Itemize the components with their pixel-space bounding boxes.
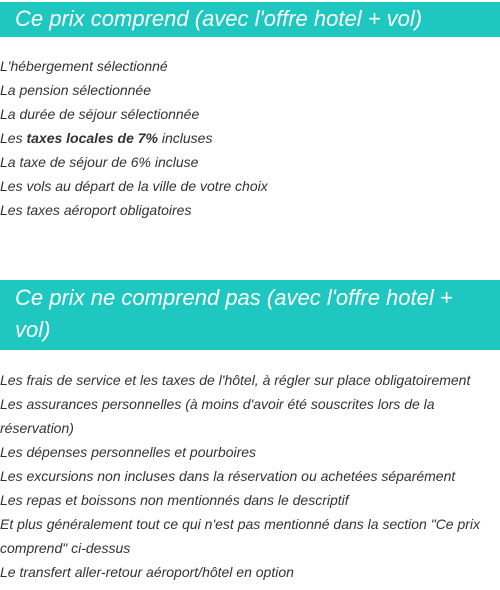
list-item: Les assurances personnelles (à moins d'avoir été souscrites lors de la réservation) (0, 396, 435, 436)
list-item: La taxe de séjour de 6% incluse (0, 154, 199, 170)
local-taxes-bold: taxes locales de 7% (26, 130, 158, 146)
list-item: Les vols au départ de la ville de votre choix (0, 178, 268, 194)
list-item: Le transfert aller-retour aéroport/hôtel en option (0, 564, 294, 580)
list-item: Les frais de service et les taxes de l'hôtel, à régler sur place obligatoirement (0, 372, 471, 388)
excludes-heading-banner (0, 280, 500, 350)
excludes-list (0, 368, 500, 584)
list-item: Les taxes aéroport obligatoires (0, 202, 192, 218)
includes-list (0, 54, 500, 222)
list-item: L'hébergement sélectionné (0, 58, 168, 74)
includes-heading-banner (0, 2, 500, 37)
local-taxes-prefix: Les (0, 130, 27, 146)
list-item: La durée de séjour sélectionnée (0, 106, 200, 122)
includes-heading: Ce prix comprend (avec l'offre hotel + vol) (15, 6, 423, 31)
list-item: Les excursions non incluses dans la réservation ou achetées séparément (0, 468, 456, 484)
list-item: Les repas et boissons non mentionnés dans le descriptif (0, 492, 349, 508)
list-item: Les dépenses personnelles et pourboires (0, 444, 257, 460)
excludes-heading: Ce prix ne comprend pas (avec l'offre hotel + vol) (15, 285, 453, 342)
list-item: Et plus généralement tout ce qui n'est pas mentionné dans la section "Ce prix comprend" ci-dessus (0, 516, 481, 556)
local-taxes-suffix: incluses (158, 130, 213, 146)
list-item-local-taxes (0, 126, 500, 150)
list-item: La pension sélectionnée (0, 82, 152, 98)
